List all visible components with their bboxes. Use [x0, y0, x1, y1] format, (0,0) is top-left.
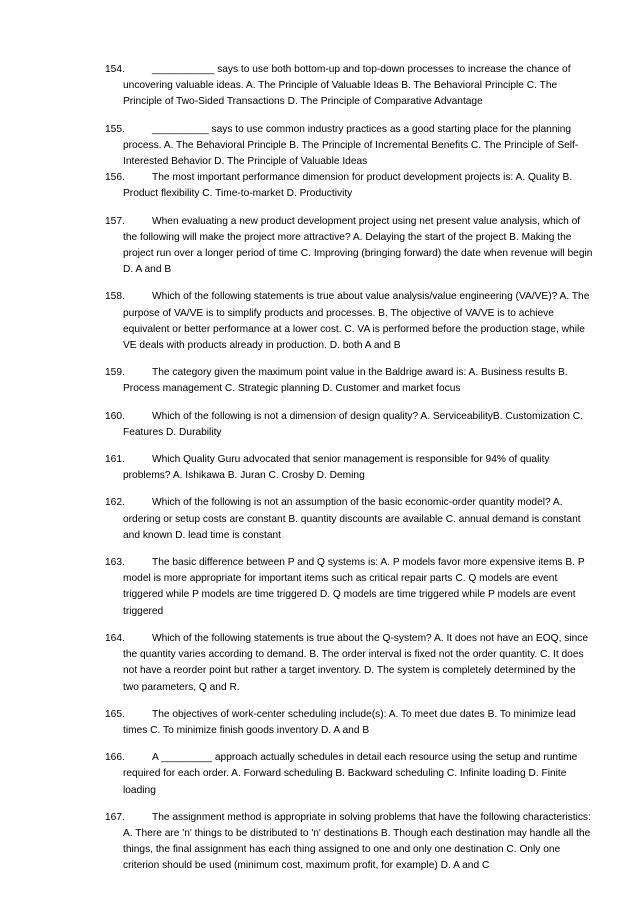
question-157: [105, 214, 593, 279]
question-155: [105, 122, 593, 171]
question-text: The basic difference between P and Q systems is: A. P models favor more expensive items B. P model is more appropriate for important items such as critical repair parts C. Q models are event triggered while P models are time triggered D. Q models are time triggered while P models are event triggered: [123, 557, 585, 617]
question-161: [105, 452, 593, 484]
question-163: [105, 555, 593, 620]
question-number: 160.: [105, 410, 125, 422]
question-number: 163.: [105, 557, 125, 569]
question-text: ___________ says to use both bottom-up and top-down processes to increase the chance of uncovering valuable ideas. A. The Principle of Valuable Ideas B. The Behavioral Principle C. The Principle of Two-Sided Transactions D. The Principle of Comparative Advantage: [123, 64, 571, 108]
question-text: The assignment method is appropriate in solving problems that have the following characteristics: A. There are 'n' things to be distributed to 'n' destinations B. Though each destination may handle all the things, the final assignment has each thing assigned to one and only one destination C. Only one criterion should be used (minimum cost, maximum profit, for example) D. A and C: [123, 811, 591, 872]
question-text: A _________ approach actually schedules in detail each resource using the setup and runtime required for each order. A. Forward scheduling B. Backward scheduling C. Infinite loading D. Finite loading: [123, 752, 578, 796]
question-158: [105, 289, 593, 354]
question-162: [105, 495, 593, 544]
question-number: 164.: [105, 632, 125, 644]
question-159: [105, 365, 593, 397]
question-164: [105, 631, 593, 696]
question-154: [105, 62, 593, 111]
question-number: 165.: [105, 708, 125, 720]
question-number: 162.: [105, 497, 125, 509]
question-156: [105, 170, 593, 202]
question-160: [105, 409, 593, 441]
question-text: The most important performance dimension for product development projects is: A. Quality B. Product flexibility C. Time-to-market D. Productivity: [123, 172, 573, 200]
question-text: When evaluating a new product development project using net present value analysis, which of the following will make the project more attractive? A. Delaying the start of the project B. Making the project run over a longer period of time C. Improving (bringing forward) the date when revenue will begin D. A and B: [123, 215, 593, 276]
question-text: Which of the following is not an assumption of the basic economic-order quantity model? A. ordering or setup costs are constant B. quantity discounts are available C. annual demand is constant and known D. lead time is constant: [123, 497, 581, 541]
question-number: 159.: [105, 367, 125, 379]
question-text: __________ says to use common industry practices as a good starting place for the planning process. A. The Behavioral Principle B. The Principle of Incremental Benefits C. The Principle of Self-Interested Behavior D. The Principle of Valuable Ideas: [123, 123, 579, 168]
question-number: 166.: [105, 752, 125, 764]
question-number: 157.: [105, 215, 125, 227]
question-number: 167.: [105, 811, 125, 823]
question-text: The objectives of work-center scheduling include(s): A. To meet due dates B. To minimize lead times C. To minimize finish goods inventory D. A and B: [123, 708, 576, 736]
question-166: [105, 750, 593, 799]
question-text: Which of the following statements is true about the Q-system? A. It does not have an EOQ, since the quantity varies according to demand. B. The order interval is fixed not the order quantity. C. It does not have a reorder point but rather a target inventory. D. The system is completely determined by the two parameters, Q and R.: [123, 632, 589, 693]
question-number: 156.: [105, 172, 125, 184]
question-text: Which of the following is not a dimension of design quality? A. ServiceabilityB. Customization C. Features D. Durability: [123, 410, 583, 438]
question-165: [105, 707, 593, 739]
question-number: 158.: [105, 291, 125, 303]
question-text: The category given the maximum point value in the Baldrige award is: A. Business results B. Process management C. Strategic planning D. Customer and market focus: [123, 367, 568, 395]
question-number: 154.: [105, 64, 125, 75]
question-text: Which of the following statements is true about value analysis/value engineering (VA/VE)? A. The purpose of VA/VE is to simplify products and processes. B. The objective of VA/VE is to achieve equivalent or better performance at a lower cost. C. VA is performed before the production stage, while VE deals with products already in production. D. both A and B: [123, 291, 590, 352]
question-list: [105, 62, 593, 875]
question-number: 161.: [105, 454, 125, 466]
question-number: 155.: [105, 123, 125, 135]
question-167: [105, 810, 593, 875]
question-text: Which Quality Guru advocated that senior management is responsible for 94% of quality problems? A. Ishikawa B. Juran C. Crosby D. Deming: [123, 454, 550, 482]
